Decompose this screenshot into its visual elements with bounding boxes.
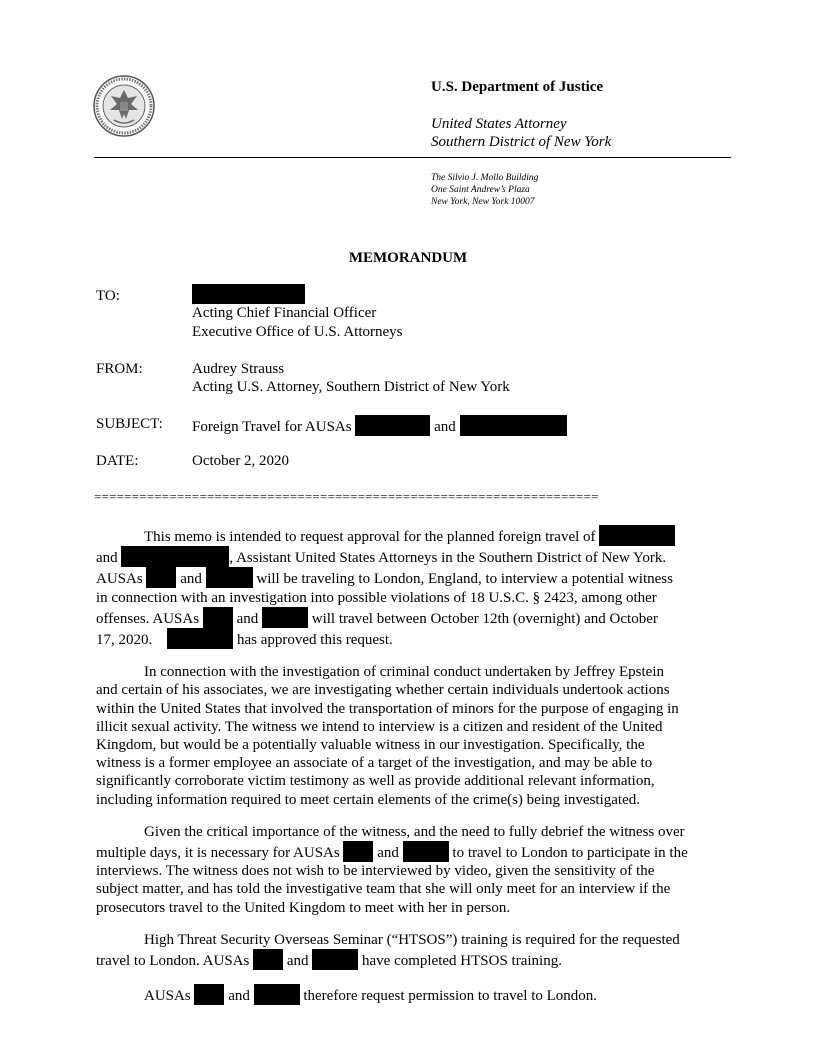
text-line: prosecutors travel to the United Kingdom to meet with her in person. (96, 899, 511, 916)
from-label: FROM: (96, 361, 143, 377)
department-name: U.S. Department of Justice (431, 79, 604, 95)
date-value: October 2, 2020 (192, 453, 290, 469)
text-line: AUSAs (96, 571, 143, 588)
text-line: and (96, 550, 118, 567)
subject-label: SUBJECT: (96, 416, 163, 432)
redaction-bar (206, 567, 253, 588)
office-line-2: Southern District of New York (431, 134, 612, 150)
redaction-bar (355, 415, 430, 436)
text-line: Kingdom, but would be a potentially valuable witness in our investigation. Specifically, the (96, 737, 645, 754)
office-line-1: United States Attorney (431, 116, 567, 132)
redaction-bar (599, 525, 675, 546)
redaction-bar (253, 949, 283, 970)
text-line: will be traveling to London, England, to interview a potential witness (256, 571, 673, 588)
text-line: has approved this request. (237, 632, 393, 649)
paragraph-3 (96, 823, 724, 917)
paragraph-1 (96, 525, 724, 649)
subject-value (192, 415, 567, 437)
text-line: to travel to London to participate in the (452, 845, 688, 862)
text-line: High Threat Security Overseas Seminar (“HTSOS”) training is required for the requested (144, 931, 680, 948)
text-line: will travel between October 12th (overnight) and October (311, 610, 658, 627)
redaction-bar (167, 628, 233, 649)
text-line: This memo is intended to request approval for the planned foreign travel of (144, 529, 596, 545)
address-line-1: The Silvio J. Mollo Building (431, 173, 539, 183)
subject-text: Foreign Travel for AUSAs (192, 419, 352, 435)
letterhead-address (431, 172, 538, 209)
redaction-bar (343, 841, 373, 862)
text-line: including information required to meet certain elements of the crime(s) being investigated. (96, 791, 640, 808)
from-line-1: Audrey Strauss (192, 361, 285, 377)
redaction-bar (121, 546, 229, 567)
text-line: and (228, 988, 250, 1005)
text-line: and (236, 610, 259, 627)
separator-line: =================================================================== (94, 489, 599, 504)
text-line: , Assistant United States Attorneys in the Southern District of New York. (229, 550, 667, 567)
text-line: In connection with the investigation of criminal conduct undertaken by Jeffrey Epstein (144, 664, 664, 681)
text-line: Given the critical importance of the witness, and the need to fully debrief the witness over (144, 823, 685, 840)
paragraph-5 (96, 984, 724, 1005)
redaction-bar (192, 284, 305, 304)
paragraph-4 (96, 931, 724, 970)
text-line: significantly corroborate victim testimony as well as provide additional relevant information, (96, 773, 655, 790)
text-line: and (180, 571, 202, 588)
text-line: illicit sexual activity. The witness we intend to interview is a citizen and resident of the United (96, 718, 663, 735)
text-line: therefore request permission to travel to London. (303, 988, 598, 1005)
memo-body (96, 525, 724, 1019)
redaction-bar (312, 949, 358, 970)
text-line: and (377, 845, 399, 862)
text-line: and (286, 953, 309, 970)
text-line: offenses. AUSAs (96, 610, 200, 627)
redaction-bar (194, 984, 224, 1005)
text-line: AUSAs (144, 988, 191, 1005)
redaction-bar (254, 984, 300, 1005)
text-line: in connection with an investigation into possible violations of 18 U.S.C. § 2423, among other (96, 589, 657, 606)
text-line: travel to London. AUSAs (96, 953, 250, 970)
letterhead-office (431, 115, 611, 151)
to-label: TO: (96, 288, 120, 304)
text-line: 17, 2020. (96, 632, 153, 649)
address-line-2: One Saint Andrew’s Plaza (431, 185, 530, 196)
text-line: within the United States that involved the transportation of minors for the purpose of engaging in (96, 700, 679, 717)
doj-seal-logo (92, 74, 156, 138)
paragraph-2 (96, 663, 724, 809)
memo-title: MEMORANDUM (348, 250, 468, 266)
redaction-bar (262, 607, 308, 628)
from-line-2: Acting U.S. Attorney, Southern District of New York (192, 379, 510, 395)
redaction-bar (403, 841, 449, 862)
date-label: DATE: (96, 453, 139, 469)
letterhead-department (431, 78, 603, 96)
text-line: have completed HTSOS training. (362, 953, 562, 970)
text-line: witness is a former employee an associate of a target of the investigation, and may be able to (96, 755, 653, 772)
redaction-bar (203, 607, 233, 628)
subject-and: and (434, 419, 456, 435)
redaction-bar (460, 415, 567, 436)
redaction-bar (146, 567, 176, 588)
text-line: interviews. The witness does not wish to be interviewed by video, given the sensitivity of the (96, 863, 655, 880)
address-line-3: New York, New York 10007 (431, 197, 535, 208)
header-divider (94, 157, 731, 158)
text-line: and certain of his associates, we are investigating whether certain individuals undertook actions (96, 682, 670, 699)
text-line: subject matter, and has told the investigative team that she will only meet for an interview if the (96, 881, 671, 898)
to-line-2: Executive Office of U.S. Attorneys (192, 324, 403, 340)
text-line: multiple days, it is necessary for AUSAs (96, 845, 340, 862)
to-line-1: Acting Chief Financial Officer (192, 305, 377, 321)
